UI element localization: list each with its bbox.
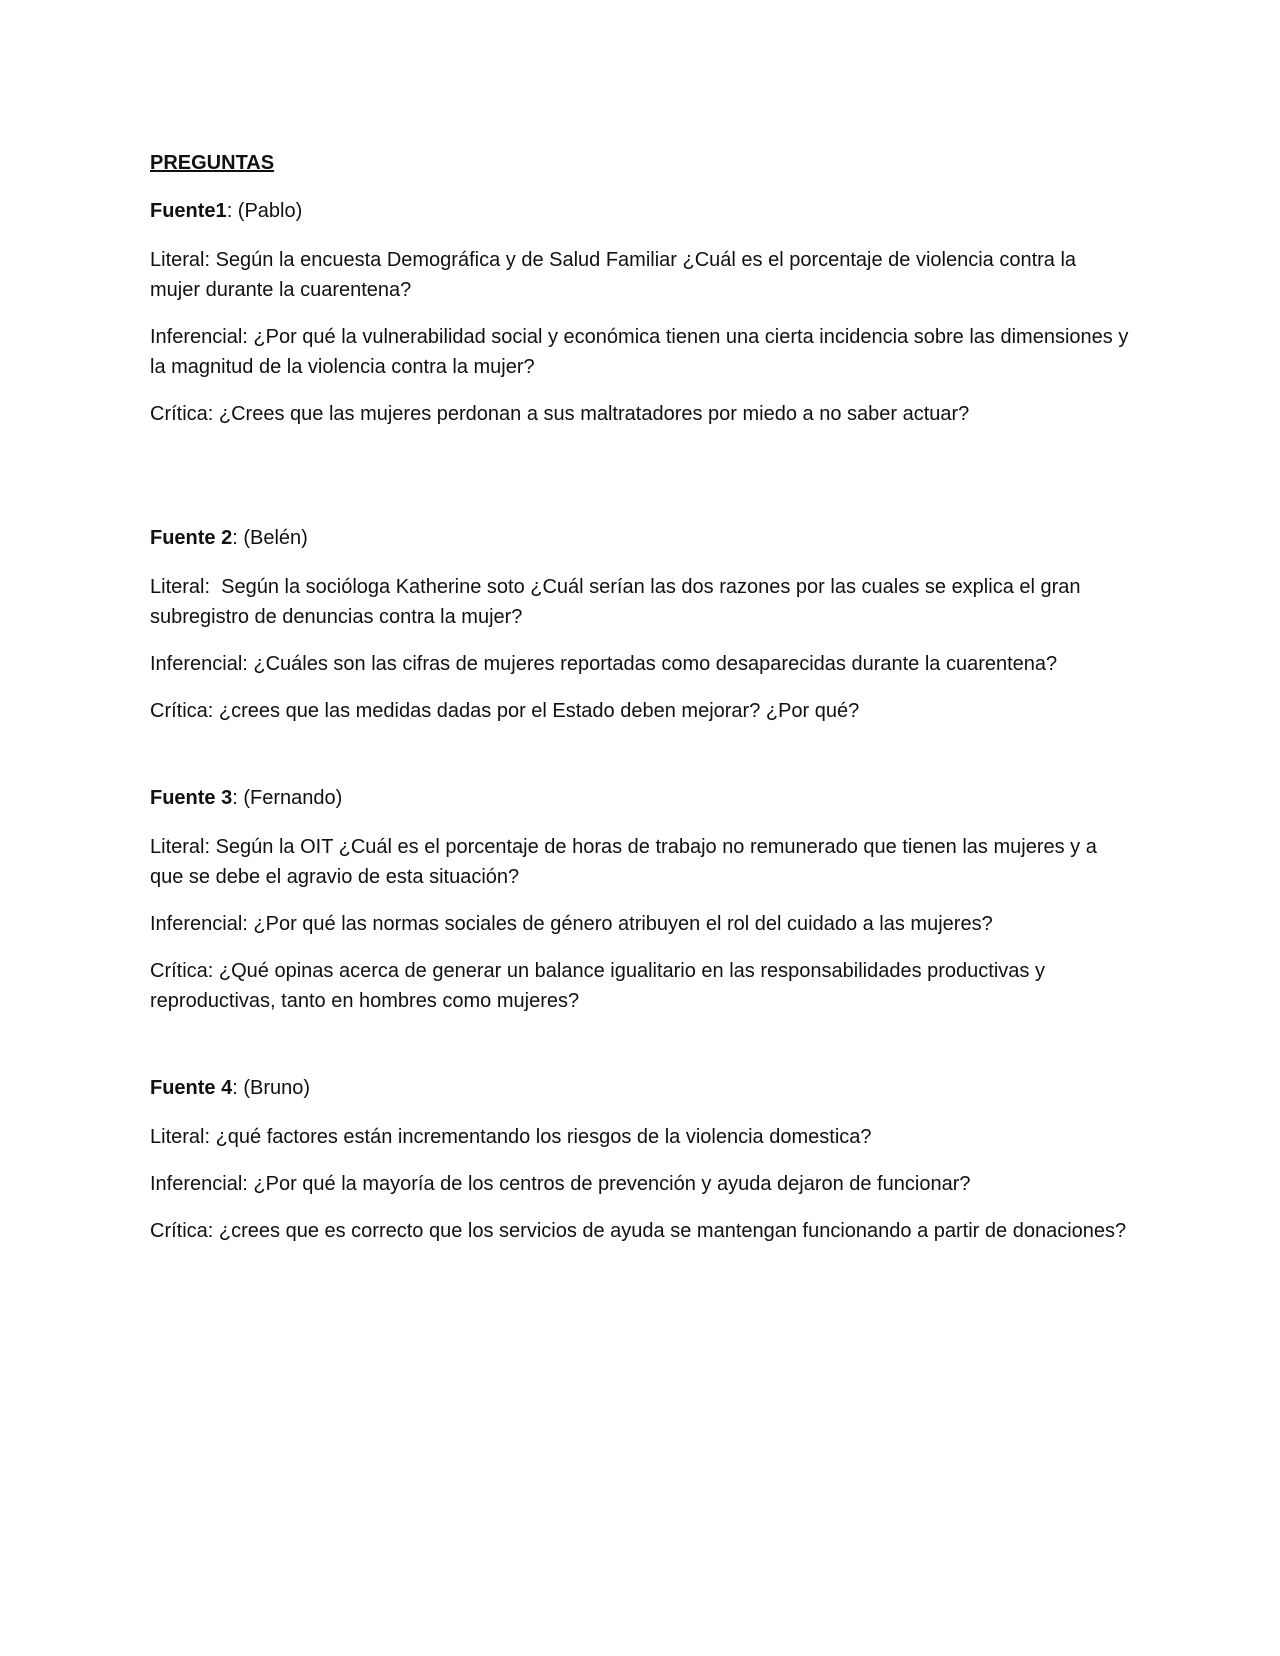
question-literal: Literal: ¿qué factores están incrementando los riesgos de la violencia domestica?	[150, 1126, 872, 1148]
source-label: Fuente1	[150, 200, 227, 222]
source-section-2	[150, 525, 1130, 726]
page-title: PREGUNTAS	[150, 152, 275, 174]
question-inferencial: Inferencial: ¿Por qué las normas sociales de género atribuyen el rol del cuidado a las mujeres?	[150, 913, 993, 935]
question-critica: Crítica: ¿Qué opinas acerca de generar un balance igualitario en las responsabilidades productivas y reproductivas, tanto en hombres como mujeres?	[150, 960, 1051, 1012]
question-critica: Crítica: ¿crees que las medidas dadas por el Estado deben mejorar? ¿Por qué?	[150, 700, 860, 722]
source-heading	[150, 1075, 1130, 1101]
question-literal: Literal: Según la socióloga Katherine soto ¿Cuál serían las dos razones por las cuales se explica el gran subregistro de denuncias contra la mujer?	[150, 576, 1087, 628]
question-literal: Literal: Según la OIT ¿Cuál es el porcentaje de horas de trabajo no remunerado que tienen las mujeres y a que se debe el agravio de esta situación?	[150, 836, 1103, 888]
source-section-3	[150, 785, 1130, 1016]
source-name: : (Belén)	[232, 527, 308, 549]
source-name: : (Bruno)	[232, 1077, 311, 1099]
spacer	[150, 1033, 1130, 1075]
question-critica: Crítica: ¿Crees que las mujeres perdonan a sus maltratadores por miedo a no saber actuar?	[150, 403, 970, 425]
source-heading	[150, 525, 1130, 551]
source-heading	[150, 785, 1130, 811]
spacer	[150, 446, 1130, 525]
question-inferencial: Inferencial: ¿Por qué la mayoría de los centros de prevención y ayuda dejaron de funcionar?	[150, 1173, 971, 1195]
source-name: : (Pablo)	[226, 200, 303, 222]
source-section-1	[150, 198, 1134, 429]
question-inferencial: Inferencial: ¿Por qué la vulnerabilidad social y económica tienen una cierta incidencia sobre las dimensiones y la magnitud de la violencia contra la mujer?	[150, 326, 1134, 378]
source-heading	[150, 198, 1130, 224]
source-label: Fuente 2	[150, 527, 233, 549]
spacer	[150, 743, 1130, 785]
document-page	[150, 150, 1134, 1263]
question-critica: Crítica: ¿crees que es correcto que los servicios de ayuda se mantengan funcionando a partir de donaciones?	[150, 1220, 1127, 1242]
question-inferencial: Inferencial: ¿Cuáles son las cifras de mujeres reportadas como desaparecidas durante la cuarentena?	[150, 653, 1058, 675]
source-label: Fuente 4	[150, 1077, 233, 1099]
question-literal: Literal: Según la encuesta Demográfica y de Salud Familiar ¿Cuál es el porcentaje de violencia contra la mujer durante la cuarentena?	[150, 249, 1082, 301]
source-label: Fuente 3	[150, 787, 233, 809]
source-section-4	[150, 1075, 1130, 1246]
source-name: : (Fernando)	[232, 787, 343, 809]
